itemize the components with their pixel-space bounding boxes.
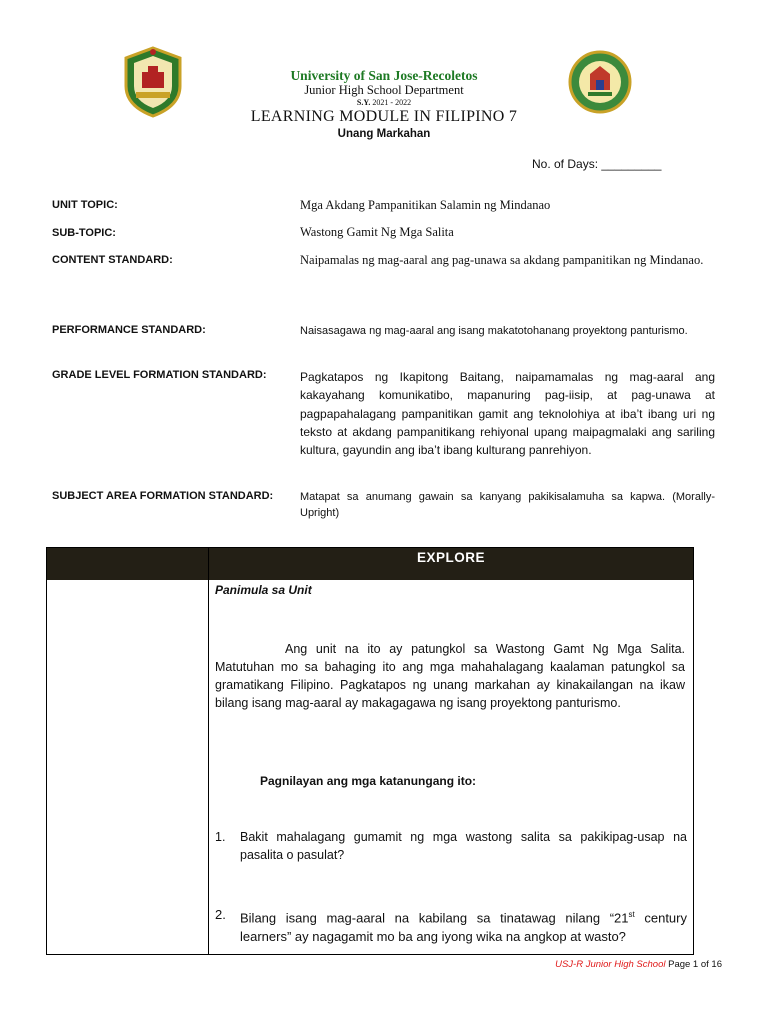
content-standard-label: CONTENT STANDARD: xyxy=(52,254,173,266)
unit-topic-label: UNIT TOPIC: xyxy=(52,199,118,211)
content-standard-value: Naipamalas ng mag-aaral ang pag-unawa sa akdang pampanitikan ng Mindanao. xyxy=(300,253,704,267)
university-name: University of San Jose-Recoletos xyxy=(290,68,478,83)
unit-topic-value: Mga Akdang Pampanitikan Salamin ng Mindanao xyxy=(300,198,551,212)
quarter-label: Unang Markahan xyxy=(337,128,431,140)
school-year-label: S.Y. xyxy=(356,98,371,107)
footer-page-number: Page 1 of 16 xyxy=(665,959,722,970)
footer-school: USJ-R Junior High School xyxy=(555,959,666,970)
table-column-divider xyxy=(208,548,209,954)
question-1 xyxy=(215,828,687,864)
grade-level-standard-label: GRADE LEVEL FORMATION STANDARD: xyxy=(52,369,267,381)
performance-standard-value: Naisasagawa ng mag-aaral ang isang makatotohanang proyektong panturismo. xyxy=(300,325,688,337)
department-name: Junior High School Department xyxy=(304,83,464,97)
sub-topic-value: Wastong Gamit Ng Mga Salita xyxy=(300,225,454,239)
question-1-text: Bakit mahalagang gumamit ng mga wastong salita sa pakikipag-usap na pasalita o pasulat? xyxy=(240,830,687,862)
intro-paragraph: Ang unit na ito ay patungkol sa Wastong Gamt Ng Mga Salita. Matutuhan mo sa bahaging ito ang mga mahahalagang kaalaman patungkol sa gramatikang Filipino. Pagkatapos ng unang markahan ay kinakailangan na ikaw bilang isang mag-aaral ay makagagawa ng isang proyektong panturismo. xyxy=(215,642,685,710)
number-of-days: No. of Days: _________ xyxy=(532,157,662,171)
subject-area-standard-value: Matapat sa anumang gawain sa kanyang pakikisalamuha sa kapwa. (Morally-Upright) xyxy=(300,491,715,519)
question-2-superscript: st xyxy=(628,910,635,919)
question-2-text-a: Bilang isang mag-aaral na kabilang sa tinatawag nilang “21 xyxy=(240,910,629,926)
intro-title: Panimula sa Unit xyxy=(215,583,312,597)
page-footer xyxy=(555,959,722,970)
module-title: LEARNING MODULE IN FILIPINO 7 xyxy=(250,108,518,125)
question-2-number: 2. xyxy=(215,907,226,922)
subject-area-standard-label: SUBJECT AREA FORMATION STANDARD: xyxy=(52,490,274,502)
grade-level-standard-value: Pagkatapos ng Ikapitong Baitang, naipamamalas ng mag-aaral ang kakayahang komunikatibo, mapanuring pag-iisip, at pag-unawa at pagpapahalagang pampanitikan gamit ang teknolohiya at iba’t ibang uri ng teksto at akdang pampanitikang rehiyonal upang maipagmalaki ang sariling kultura, gayundin ang iba’t ibang kulturang panrehiyon. xyxy=(300,370,715,458)
explore-heading: EXPLORE xyxy=(416,550,485,565)
performance-standard-label: PERFORMANCE STANDARD: xyxy=(52,324,206,336)
school-year-value: 2021 - 2022 xyxy=(372,98,412,107)
reflection-prompt: Pagnilayan ang mga katanungang ito: xyxy=(260,774,477,788)
explore-table xyxy=(46,547,694,955)
sub-topic-label: SUB-TOPIC: xyxy=(52,227,116,239)
school-year xyxy=(0,98,768,107)
question-2-text-b: century learners” ay nagagamit mo ba ang iyong wika na angkop at wasto? xyxy=(240,910,687,945)
question-2-text xyxy=(240,905,687,946)
question-2 xyxy=(215,905,687,946)
question-1-number: 1. xyxy=(215,830,226,844)
